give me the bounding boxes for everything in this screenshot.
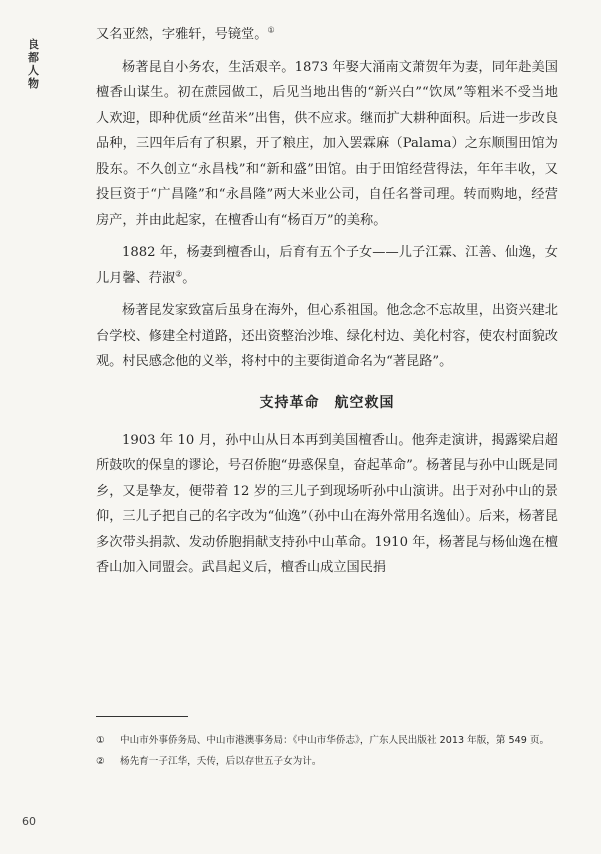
paragraph-2: 杨著昆自小务农，生活艰辛。1873 年娶大涌南文萧贺年为妻，同年赴美国檀香山谋生。初在蔗园做工，后见当地出售的“新兴白”“饮凤”等粗米不受当地人欢迎，即种优质“丝苗米”出售，供不应求。继而扩大耕种面积。后进一步改良品种，三四年后有了积累，开了粮庄，加入罢霖麻（Palama）之东顺围田馆为股东。不久创立“永昌栈”和“新和盛”田馆。由于田馆经营得法，年年丰收，又投巨资于“广昌隆”和“永昌隆”两大米业公司，自任名誉司理。转而购地，经营房产，并由此起家，在檀香山有“杨百万”的美称。 xyxy=(96,59,558,228)
footnote-1-text: 中山市外事侨务局、中山市港澳事务局：《中山市华侨志》，广东人民出版社 2013 年版，第 549 页。 xyxy=(120,735,550,746)
footnote-divider xyxy=(96,716,188,717)
page-body xyxy=(96,22,558,581)
page-number: 60 xyxy=(22,815,36,828)
footnote-2-text: 杨先育一子江华，夭传，后以存世五子女为计。 xyxy=(120,756,322,767)
paragraph-1-text: 又名亚然，字雅轩，号镜堂。 xyxy=(96,27,268,42)
footnote-1 xyxy=(96,733,558,748)
footnote-2-mark: ② xyxy=(96,756,105,767)
footnote-ref-2[interactable]: ② xyxy=(175,269,183,279)
paragraph-3-tail: 。 xyxy=(182,270,196,286)
footnotes xyxy=(96,733,558,775)
footnote-1-mark: ① xyxy=(96,735,105,746)
paragraph-3-text: 1882 年，杨妻到檀香山，后育有五个子女——儿子江霖、江善、仙逸，女儿月馨、荇淑 xyxy=(96,245,558,286)
footnote-2 xyxy=(96,754,558,769)
footnote-ref-1[interactable]: ① xyxy=(267,25,275,35)
paragraph-3 xyxy=(96,240,558,291)
paragraph-1 xyxy=(96,22,558,48)
running-header-label: 良都人物 xyxy=(28,38,39,90)
paragraph-4: 杨著昆发家致富后虽身在海外，但心系祖国。他念念不忘故里，出资兴建北台学校、修建全村道路，还出资整治沙堆、绿化村边、美化村容，使农村面貌改观。村民感念他的义举，将村中的主要街道命名为“著昆路”。 xyxy=(96,303,558,369)
paragraph-5: 1903 年 10 月，孙中山从日本再到美国檀香山。他奔走演讲，揭露梁启超所鼓吹的保皇的谬论，号召侨胞“毋惑保皇，奋起革命”。杨著昆与孙中山既是同乡，又是挚友，便带着 12 岁的三儿子到现场听孙中山演讲。出于对孙中山的景仰，三儿子把自己的名字改为“仙逸”（孙中山在海外常用名逸仙）。后来，杨著昆多次带头捐款、发动侨胞捐献支持孙中山革命。1910 年，杨著昆与杨仙逸在檀香山加入同盟会。武昌起义后，檀香山成立国民捐 xyxy=(96,432,558,575)
section-heading: 支持革命 航空救国 xyxy=(259,394,395,411)
